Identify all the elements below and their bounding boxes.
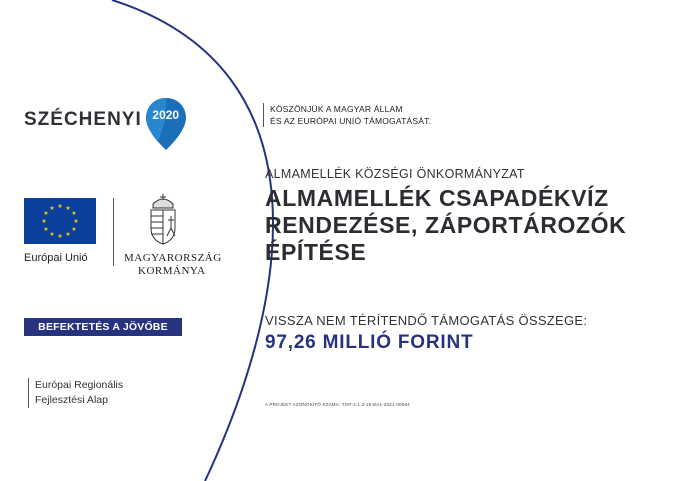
logo-divider [113,198,114,266]
government-label-line1: MAGYARORSZÁG [124,252,222,264]
svg-text:★: ★ [57,203,63,210]
svg-text:★: ★ [43,226,49,233]
thanks-note [263,103,431,127]
svg-text:★: ★ [49,205,55,212]
eu-flag-icon [24,198,96,244]
coat-of-arms-icon [145,192,181,248]
grant-amount: 97,26 MILLIÓ FORINT [265,332,474,353]
svg-text:★: ★ [57,233,63,240]
government-label-line2: KORMÁNYA [138,265,206,277]
svg-text:★: ★ [65,231,71,238]
thanks-line2: ÉS AZ EURÓPAI UNIÓ TÁMOGATÁSÁT. [270,116,432,126]
map-pin-icon [144,96,188,152]
fund-name [28,378,123,408]
project-title-line2: RENDEZÉSE, ZÁPORTÁROZÓK [265,212,627,238]
project-title [265,185,675,266]
project-id: A PROJEKT AZONOSÍTÓ SZÁMA: TOP-2.1.3-16-BA1-2021-00064 [265,402,410,407]
eu-label: Európai Unió [24,252,88,264]
svg-text:★: ★ [49,231,55,238]
szechenyi-logo [24,92,188,148]
svg-text:★: ★ [43,210,49,217]
svg-text:★: ★ [65,205,71,212]
svg-text:★: ★ [73,218,79,225]
szechenyi-year: 2020 [152,108,180,122]
project-title-line1: ALMAMELLÉK CSAPADÉKVÍZ [265,185,609,211]
beneficiary-name: ALMAMELLÉK KÖZSÉGI ÖNKORMÁNYZAT [265,167,525,181]
svg-text:★: ★ [71,210,77,217]
investment-banner: BEFEKTETÉS A JÖVŐBE [24,318,182,336]
svg-text:★: ★ [71,226,77,233]
fund-name-line2: Fejlesztési Alap [35,394,108,406]
thanks-line1: KÖSZÖNJÜK A MAGYAR ÁLLAM [270,104,403,114]
project-title-line3: ÉPÍTÉSE [265,239,367,265]
grant-amount-label: VISSZA NEM TÉRÍTENDŐ TÁMOGATÁS ÖSSZEGE: [265,313,588,328]
szechenyi-wordmark: SZÉCHENYI [24,109,142,130]
svg-text:★: ★ [41,218,47,225]
fund-name-line1: Európai Regionális [35,379,124,391]
